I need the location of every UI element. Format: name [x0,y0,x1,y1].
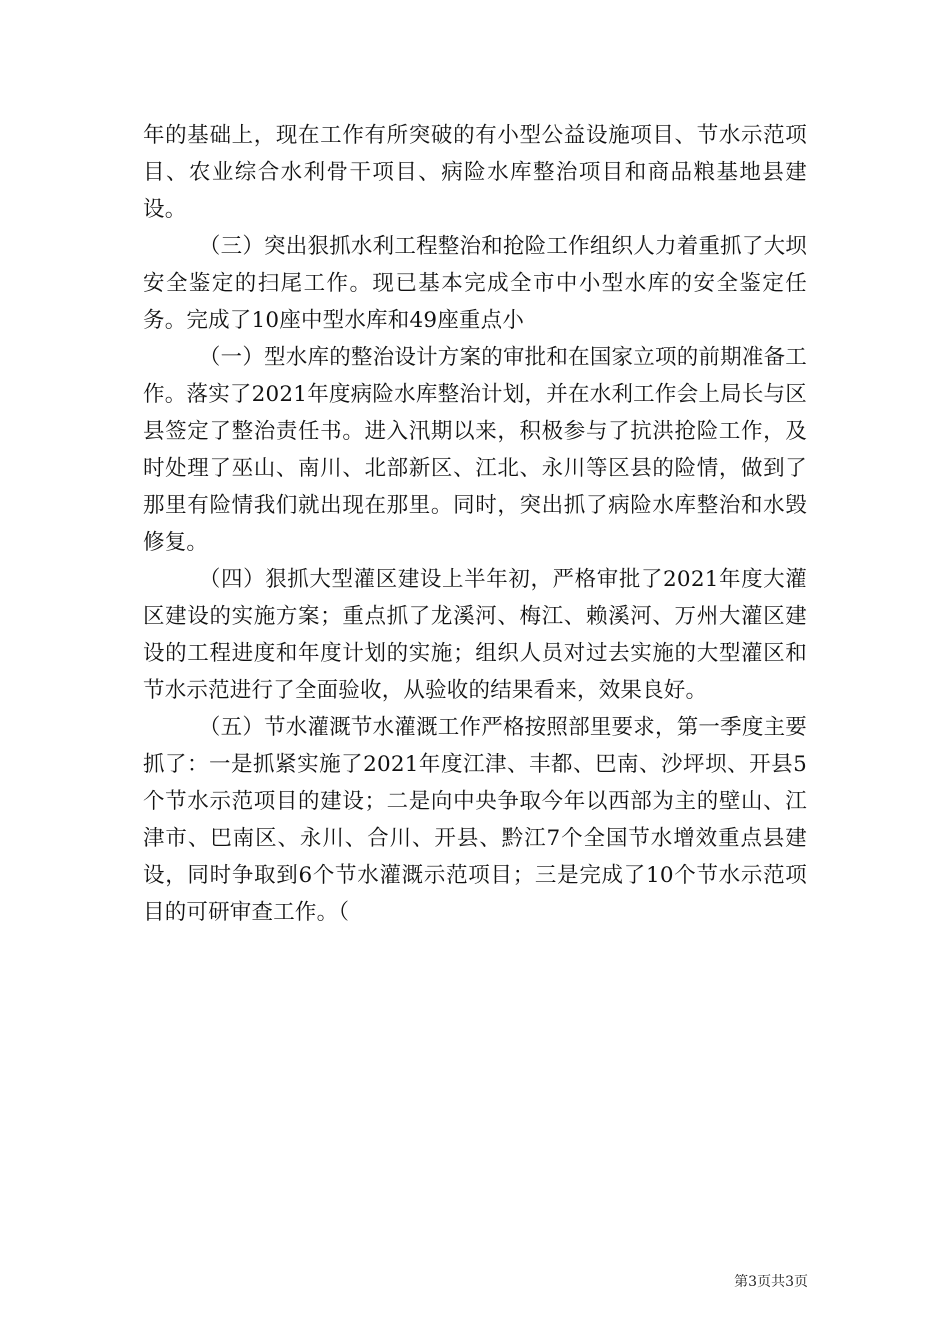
paragraph-section-three: （三）突出狠抓水利工程整治和抢险工作组织人力着重抓了大坝安全鉴定的扫尾工作。现已基本完成全市中小型水库的安全鉴定任务。完成了10座中型水库和49座重点小 [143,234,807,333]
paragraph-section-five: （五）节水灌溉节水灌溉工作严格按照部里要求，第一季度主要抓了：一是抓紧实施了2021年度江津、丰都、巴南、沙坪坝、开县5个节水示范项目的建设；二是向中央争取今年以西部为主的壁山、江津市、巴南区、永川、合川、开县、黔江7个全国节水增效重点县建设，同时争取到6个节水灌溉示范项目；三是完成了10个节水示范项目的可研审查工作。（ [143,715,807,925]
document-body [143,117,807,931]
paragraph-section-four: （四）狠抓大型灌区建设上半年初，严格审批了2021年度大灌区建设的实施方案；重点抓了龙溪河、梅江、赖溪河、万州大灌区建设的工程进度和年度计划的实施；组织人员对过去实施的大型灌区和节水示范进行了全面验收，从验收的结果看来，效果良好。 [143,567,807,703]
page-number-footer: 第3页共3页 [734,1274,808,1290]
paragraph-continuation: 年的基础上，现在工作有所突破的有小型公益设施项目、节水示范项目、农业综合水利骨干项目、病险水库整治项目和商品粮基地县建设。 [143,123,807,222]
paragraph-section-one: （一）型水库的整治设计方案的审批和在国家立项的前期准备工作。落实了2021年度病险水库整治计划，并在水利工作会上局长与区县签定了整治责任书。进入汛期以来，积极参与了抗洪抢险工作，及时处理了巫山、南川、北部新区、江北、永川等区县的险情，做到了那里有险情我们就出现在那里。同时，突出抓了病险水库整治和水毁修复。 [143,345,807,555]
